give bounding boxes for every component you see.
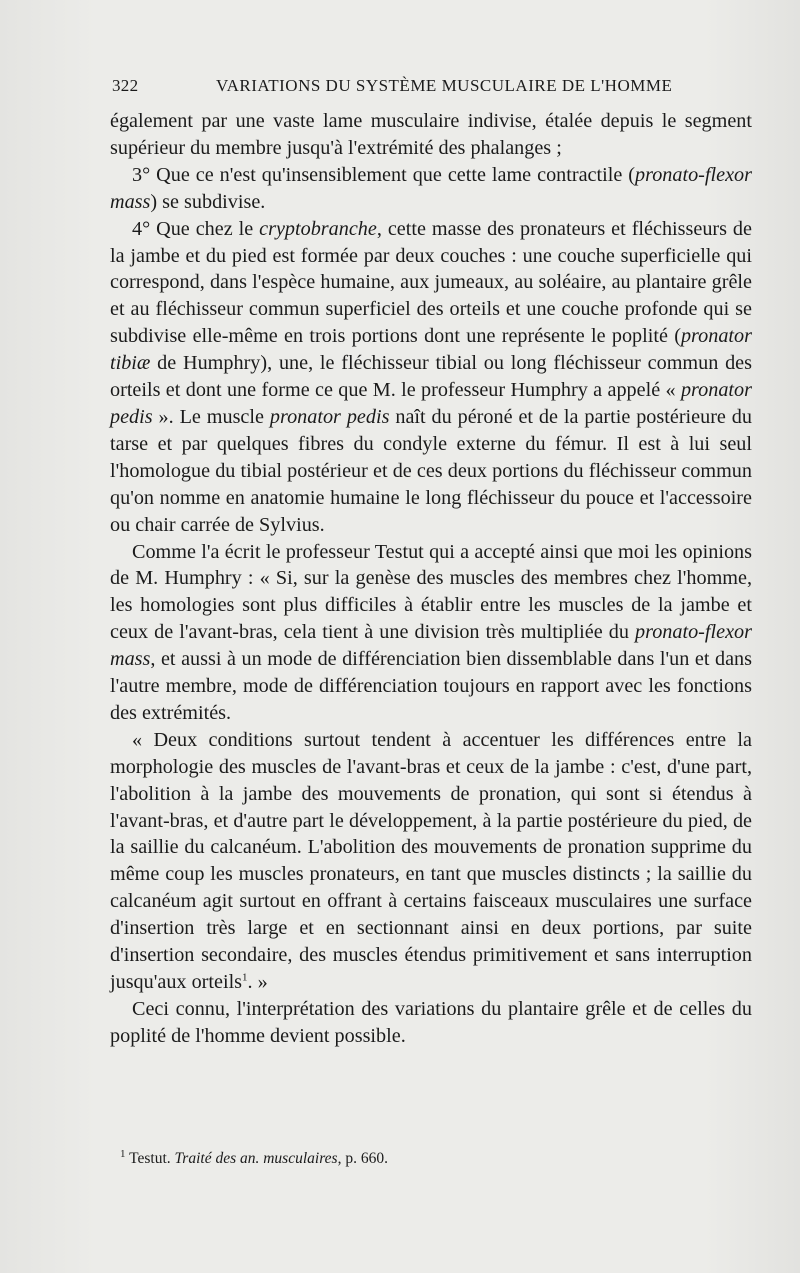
running-title: VARIATIONS DU SYSTÈME MUSCULAIRE DE L'HOMME: [216, 76, 673, 95]
italic-term: pronato-flexor mass: [110, 621, 752, 671]
italic-term: pronator pedis: [269, 405, 390, 428]
paragraph-3: 4° Que chez le cryptobranche, cette masse des pronateurs et fléchisseurs de la jambe et du pied est formée par deux couches : une couche superficielle qui correspond, dans l'espèce humaine, aux jumeaux, au soléaire, au plantaire grêle et au fléchisseur commun superficiel des orteils et une couche profonde qui se subdivise elle-même en trois portions dont une représente le poplité (pronator tibiæ de Humphry), une, le fléchisseur tibial ou long fléchisseur commun des orteils et dont une forme ce que M. le professeur Humphry a appelé « pronator pedis ». Le muscle pronator pedis naît du péroné et de la partie postérieure du tarse et par quelques fibres du condyle externe du fémur. Il est à lui seul l'homologue du tibial postérieur et de ces deux portions du fléchisseur commun qu'on nomme en anatomie humaine le long fléchisseur du pouce et l'accessoire ou chair carrée de Sylvius.: [110, 217, 752, 536]
footnote-author: Testut.: [129, 1150, 175, 1167]
italic-term: pronato-flexor mass: [110, 163, 752, 213]
footnote: [120, 1149, 740, 1169]
body-text: [110, 108, 752, 1050]
paragraph-1: également par une vaste lame musculaire indivise, étalée depuis le segment supérieur du membre jusqu'à l'extrémité des phalanges ;: [110, 110, 752, 159]
page-number: 322: [112, 76, 139, 95]
paragraph-5: « Deux conditions surtout tendent à accentuer les différences entre la morphologie des muscles de l'avant-bras et ceux de la jambe : c'est, d'une part, l'abolition à la jambe des mouvements de pronation, qui sont si étendus à l'avant-bras, et d'autre part le développement, à la partie postérieure du pied, de la saillie du calcanéum. L'abolition des mouvements de pronation supprime du même coup les muscles pronateurs, en tant que muscles distincts ; la saillie du calcanéum agit surtout en offrant à certains faisceaux musculaires une surface d'insertion très large et en sectionnant ainsi en deux portions, par suite d'insertion secondaire, des muscles étendus primitivement et sans interruption jusqu'aux orteils$^1$. »: [110, 728, 752, 993]
italic-term: pronator tibiæ: [110, 325, 752, 375]
footnote-page: , p. 660.: [337, 1150, 388, 1167]
footnote-reference: 1: [242, 971, 248, 984]
page-header: [112, 76, 752, 100]
italic-term: pronator pedis: [110, 379, 752, 428]
paragraph-2: 3° Que ce n'est qu'insensiblement que cette lame contractile (pronato-flexor mass) se subdivise.: [110, 163, 752, 213]
italic-term: cryptobranche: [259, 217, 377, 240]
footnote-title: Traité des an. musculaires: [174, 1150, 338, 1167]
paragraph-6: Ceci connu, l'interprétation des variations du plantaire grêle et de celles du poplité de l'homme devient possible.: [110, 997, 752, 1047]
footnote-marker: 1: [120, 1147, 126, 1160]
paragraph-4: Comme l'a écrit le professeur Testut qui a accepté ainsi que moi les opinions de M. Humphry : « Si, sur la genèse des muscles des membres chez l'homme, les homologies sont plus difficiles à établir entre les muscles de la jambe et ceux de l'avant-bras, cela tient à une division très multipliée du pronato-flexor mass, et aussi à un mode de différenciation bien dissemblable dans l'un et dans l'autre membre, mode de différenciation toujours en rapport avec les fonctions des extrémités.: [110, 540, 752, 724]
